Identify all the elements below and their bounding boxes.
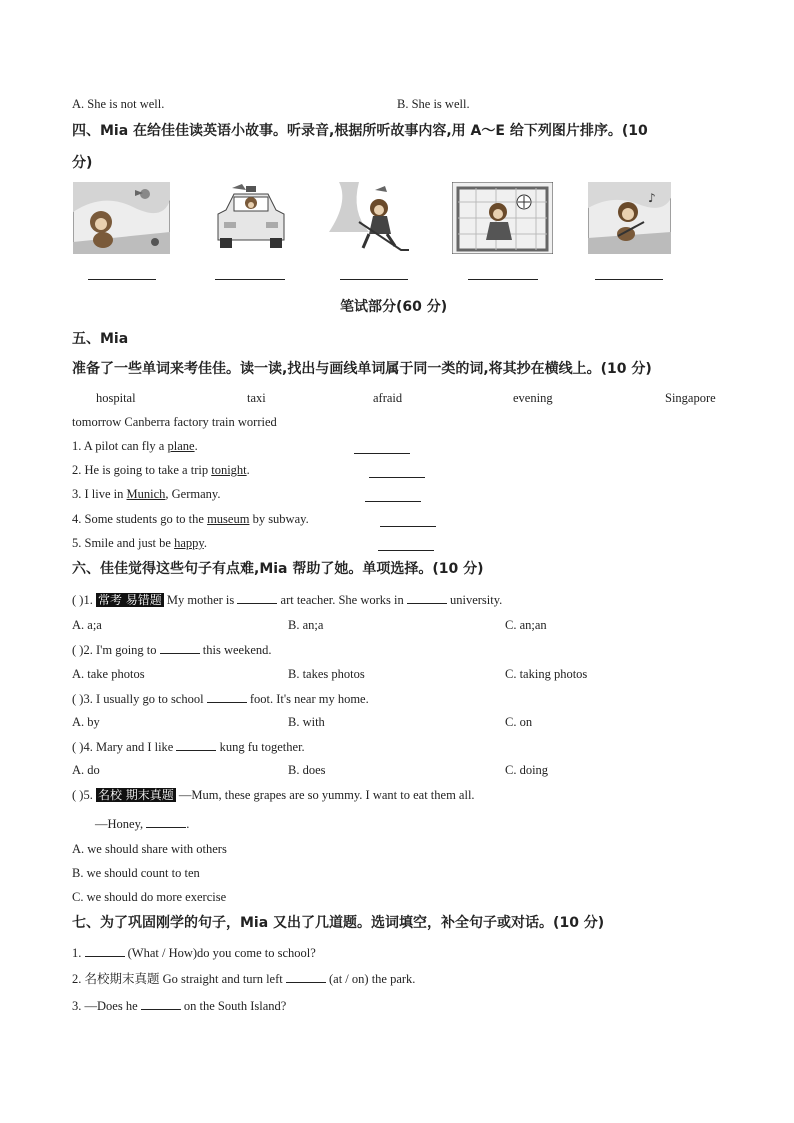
option-6-5-c[interactable]: C. we should do more exercise [72,890,227,904]
question-6-3: ( )3. I usually go to school foot. It's near my home. [72,692,369,706]
option-6-4-b[interactable]: B. does [288,763,326,777]
option-6-1-c[interactable]: C. an;an [505,618,547,632]
answer-line-4[interactable] [468,279,538,280]
option-6-2-a[interactable]: A. take photos [72,667,145,681]
question-6-4: ( )4. Mary and I like kung fu together. [72,740,305,754]
question-6-2: ( )2. I'm going to this weekend. [72,643,272,657]
monkey-goalkeeper-icon [452,182,553,254]
sec5-blank-1[interactable] [354,453,410,454]
section-7-title: 七、为了巩固刚学的句子，Mia 又出了几道题。选词填空，补全句子或对话。(10 分) [72,915,605,931]
answer-line-1[interactable] [88,279,156,280]
monkey-driving-car-icon [212,182,290,254]
option-6-2-c[interactable]: C. taking photos [505,667,588,681]
sec5-blank-2[interactable] [369,477,425,478]
section-4-title-line2: 分) [72,155,93,171]
sec5-item-3: 3. I live in Munich, Germany. [72,487,221,501]
option-6-4-c[interactable]: C. doing [505,763,549,777]
question-6-5: ( )5. 名校 期末真题 —Mum, these grapes are so yummy. I want to eat them all. [72,788,475,802]
word-bank-row2: tomorrow Canberra factory train worried [72,415,277,429]
word-bank-item: Singapore [665,391,716,405]
sec5-item-5: 5. Smile and just be happy. [72,536,207,550]
sec5-item-2: 2. He is going to take a trip tonight. [72,463,250,477]
option-b: B. She is well. [397,97,470,111]
monkey-playing-guitar-icon [588,182,671,254]
option-6-5-a[interactable]: A. we should share with others [72,842,227,856]
sec5-blank-5[interactable] [378,550,434,551]
answer-line-2[interactable] [215,279,285,280]
word-bank-item: hospital [96,391,136,405]
question-7-2: 2. 名校期末真题 Go straight and turn left (at / on) the park. [72,972,416,986]
word-bank-item: evening [513,391,553,405]
option-6-5-b[interactable]: B. we should count to ten [72,866,200,880]
sec5-blank-4[interactable] [380,526,436,527]
word-bank-item: taxi [247,391,266,405]
question-7-3: 3. —Does he on the South Island? [72,999,287,1013]
answer-line-3[interactable] [340,279,408,280]
question-6-5-line2: —Honey, . [95,817,190,831]
monkey-playing-hockey-icon [329,182,415,254]
monkey-in-park-icon [73,182,170,254]
svg-text:♪: ♪ [648,191,656,205]
written-part-title: 笔试部分(60 分) [340,299,448,315]
option-a: A. She is not well. [72,97,165,111]
option-6-1-b[interactable]: B. an;a [288,618,324,632]
question-7-1: 1. (What / How)do you come to school? [72,946,316,960]
tag-badge: 常考 易错题 [97,593,162,607]
section-6-title: 六、佳佳觉得这些句子有点难,Mia 帮助了她。单项选择。(10 分) [72,561,484,577]
section-4-title-line1: 四、Mia 在给佳佳读英语小故事。听录音,根据所听故事内容,用 A～E 给下列图片排序。(10 [72,123,648,139]
option-6-3-c[interactable]: C. on [505,715,533,729]
sec5-item-4: 4. Some students go to the museum by subway. [72,512,309,526]
sec5-item-1: 1. A pilot can fly a plane. [72,439,198,453]
option-6-4-a[interactable]: A. do [72,763,100,777]
section-5-title-line1: 五、Mia [72,331,129,347]
sec5-blank-3[interactable] [365,501,421,502]
option-6-1-a[interactable]: A. a;a [72,618,102,632]
section-5-title-line2: 准备了一些单词来考佳佳。读一读,找出与画线单词属于同一类的词,将其抄在横线上。(10 分) [72,361,652,377]
option-6-3-b[interactable]: B. with [288,715,325,729]
question-6-1: ( )1. 常考 易错题 My mother is art teacher. She works in university. [72,593,503,607]
answer-line-5[interactable] [595,279,663,280]
tag-badge: 名校 期末真题 [97,788,174,802]
option-6-2-b[interactable]: B. takes photos [288,667,365,681]
word-bank-item: afraid [373,391,403,405]
option-6-3-a[interactable]: A. by [72,715,100,729]
